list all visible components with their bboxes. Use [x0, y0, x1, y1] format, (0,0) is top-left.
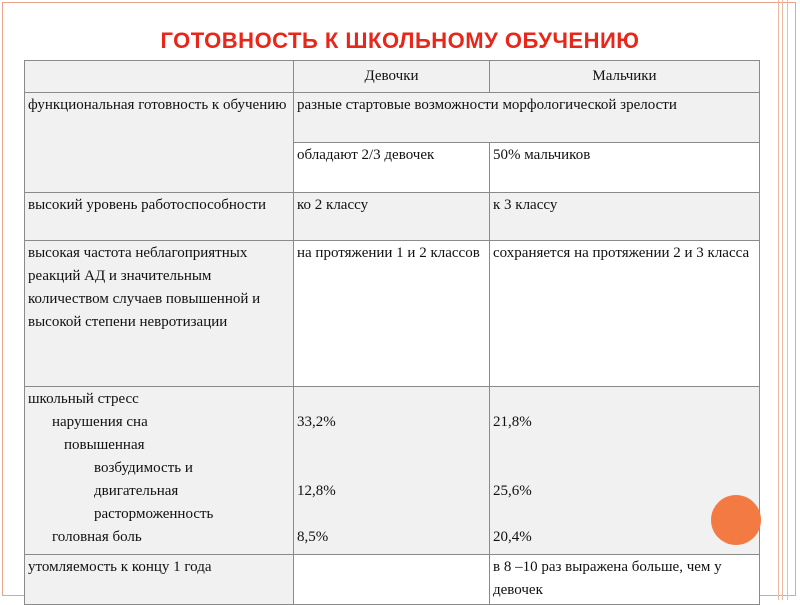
boys-cell: 50% мальчиков	[490, 143, 760, 193]
girls-cell: ко 2 классу	[294, 193, 490, 241]
merged-cell: разные стартовые возможности морфологической зрелости	[294, 93, 760, 143]
decor-rail	[782, 0, 783, 600]
stress-label-cell	[25, 387, 294, 555]
girls-cell: обладают 2/3 девочек	[294, 143, 490, 193]
table-row	[25, 387, 760, 555]
stress-item-label: возбудимость и	[94, 460, 193, 476]
boys-cell: сохраняется на протяжении 2 и 3 класса	[490, 241, 760, 387]
header-empty	[25, 61, 294, 93]
row-label: утомляемость к концу 1 года	[25, 555, 294, 605]
stress-value: 21,8%	[493, 414, 532, 430]
header-boys: Мальчики	[490, 61, 760, 93]
row-label: высокая частота неблагоприятных реакций АД и значительным количеством случаев повышенной и высокой степени невротизации	[25, 241, 294, 387]
stress-title: школьный стресс	[28, 391, 139, 407]
readiness-table	[24, 60, 760, 605]
stress-item-label: нарушения сна	[52, 414, 148, 430]
page-title: ГОТОВНОСТЬ К ШКОЛЬНОМУ ОБУЧЕНИЮ	[160, 28, 640, 53]
stress-value: 12,8%	[297, 483, 336, 499]
stress-value: 33,2%	[297, 414, 336, 430]
table-row	[25, 241, 760, 387]
stress-value: 8,5%	[297, 529, 329, 545]
stress-value: 25,6%	[493, 483, 532, 499]
girls-cell	[294, 387, 490, 555]
table-header-row	[25, 61, 760, 93]
decor-rail	[778, 0, 779, 600]
stress-item-label: повышенная	[64, 437, 145, 453]
table-row	[25, 193, 760, 241]
table-row	[25, 555, 760, 605]
stress-item-label: двигательная	[94, 483, 179, 499]
girls-cell	[294, 555, 490, 605]
stress-item-label: головная боль	[52, 529, 142, 545]
decor-circle	[711, 495, 761, 545]
stress-item-label: расторможенность	[94, 506, 214, 522]
table-row	[25, 93, 760, 143]
boys-cell: к 3 классу	[490, 193, 760, 241]
stress-value: 20,4%	[493, 529, 532, 545]
boys-cell: в 8 –10 раз выражена больше, чем у девочек	[490, 555, 760, 605]
header-girls: Девочки	[294, 61, 490, 93]
girls-cell: на протяжении 1 и 2 классов	[294, 241, 490, 387]
row-label: функциональная готовность к обучению	[25, 93, 294, 193]
decor-rail	[787, 0, 788, 600]
row-label: высокий уровень работоспособности	[25, 193, 294, 241]
